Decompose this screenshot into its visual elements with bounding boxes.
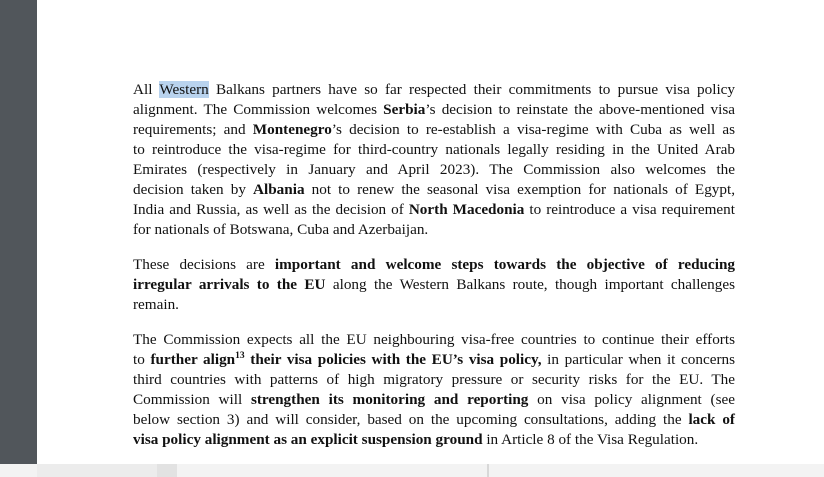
bold-text: their visa policies with the EU’s visa policy, xyxy=(244,351,542,368)
paragraph-visa-alignment xyxy=(133,80,735,240)
bold-text: visa policy alignment as an explicit suspension ground xyxy=(133,431,483,448)
text-line: below section 3) and will consider, based on the upcoming consultations, adding the lack of xyxy=(133,411,735,428)
text-line: requirements; and Montenegro’s decision to re-establish a visa-regime with Cuba as well as xyxy=(133,121,736,138)
bold-text: irregular arrivals to the EU xyxy=(133,276,326,293)
text-line: remain. xyxy=(133,296,179,313)
text-line: All Western Balkans partners have so far respected their commitments to pursue visa policy xyxy=(133,81,736,98)
text-line: alignment. The Commission welcomes Serbia’s decision to reinstate the above-mentioned visa xyxy=(133,101,735,118)
bold-text: Serbia xyxy=(383,101,426,118)
text-line: Commission will strengthen its monitoring and reporting on visa policy alignment (see xyxy=(133,391,735,408)
text-line: Emirates (respectively in January and April 2023). The Commission also welcomes the xyxy=(133,161,735,178)
text-line: decision taken by Albania not to renew the seasonal visa exemption for nationals of Egypt, xyxy=(133,181,735,198)
text-line: visa policy alignment as an explicit suspension ground in Article 8 of the Visa Regulation. xyxy=(133,431,699,448)
paragraph-decisions xyxy=(133,255,735,315)
viewer-side-panel xyxy=(0,0,37,464)
text-line: India and Russia, as well as the decision of North Macedonia to reintroduce a visa requirement xyxy=(133,201,735,218)
document-body xyxy=(133,80,735,465)
next-page-strip xyxy=(0,464,824,477)
bold-text: Montenegro xyxy=(252,121,332,138)
text-line: to reintroduce the visa-regime for third-country nationals legally residing in the United Arab xyxy=(133,141,735,158)
text-line: for nationals of Botswana, Cuba and Azerbaijan. xyxy=(133,221,429,238)
text-line: to further align$^{13}$ their visa policies with the EU’s visa policy, in particular when it concerns xyxy=(133,351,736,368)
bold-text: lack of xyxy=(688,411,735,428)
bold-text: Albania xyxy=(253,181,305,198)
bold-text: further align xyxy=(150,351,236,368)
selected-text[interactable]: Western xyxy=(159,81,209,98)
bold-text: important and welcome steps towards the objective of reducing xyxy=(274,256,736,273)
text-line: irregular arrivals to the EU along the Western Balkans route, though important challenges xyxy=(133,276,735,293)
text-line: The Commission expects all the EU neighbouring visa-free countries to continue their efforts xyxy=(133,331,735,348)
bold-text: strengthen its monitoring and reporting xyxy=(250,391,529,408)
text-line: These decisions are important and welcome steps towards the objective of reducing xyxy=(133,256,736,273)
footnote-ref[interactable]: 13 xyxy=(235,351,245,361)
paragraph-commission-expects xyxy=(133,330,735,450)
bold-text: North Macedonia xyxy=(408,201,525,218)
text-line: third countries with patterns of high migratory pressure or security risks for the EU. The xyxy=(133,371,735,388)
